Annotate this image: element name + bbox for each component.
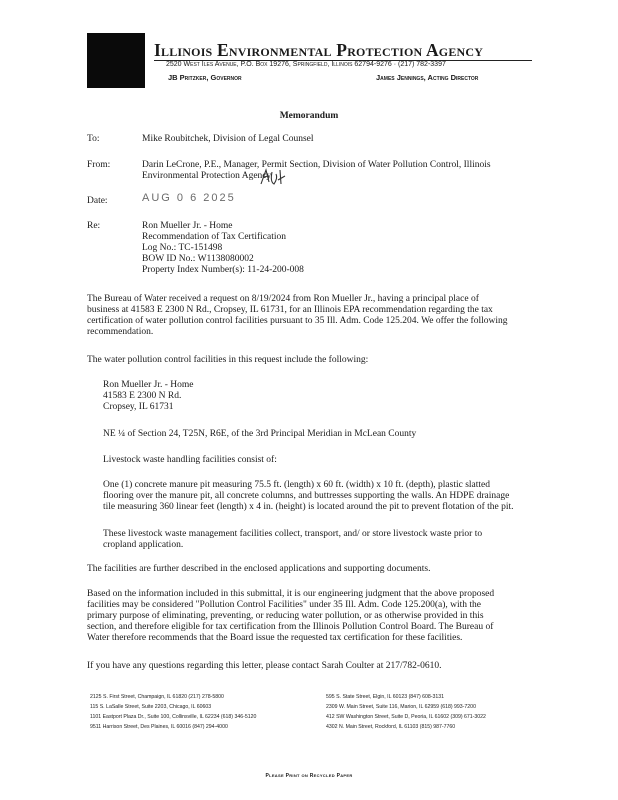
livestock-detail-line: flooring over the manure pit, all concrete columns, and buttresses supporting the walls. An HDPE drainage xyxy=(103,491,510,501)
footer-office: 595 S. State Street, Elgin, IL 60123 (847) 608-3131 xyxy=(326,694,445,700)
footer-office: 4302 N. Main Street, Rockford, IL 61103 (815) 987-7760 xyxy=(326,724,456,730)
body-line: The Bureau of Water received a request on 8/19/2024 from Ron Mueller Jr., having a principal place of xyxy=(87,294,479,304)
footer-office: 2125 S. First Street, Champaign, IL 61820 (217) 278-5800 xyxy=(90,694,224,700)
from-line-1: Darin LeCrone, P.E., Manager, Permit Section, Division of Water Pollution Control, Illinois xyxy=(142,160,491,170)
footer-office: 1101 Eastport Plaza Dr., Suite 100, Collinsville, IL 62234 (618) 346-5120 xyxy=(90,714,257,720)
body-line: The water pollution control facilities in this request include the following: xyxy=(87,355,369,365)
footer-office: 9511 Harrison Street, Des Plaines, IL 60016 (847) 294-4000 xyxy=(90,724,228,730)
livestock-detail-line: tile measuring 360 linear feet (length) x 4 in. (height) is located around the pit to prevent flotation of the pit. xyxy=(103,502,514,512)
body-line: primary purpose of eliminating, preventing, or reducing water pollution, or as otherwise provided in this xyxy=(87,611,484,621)
agency-address: 2520 West Iles Avenue, P.O. Box 19276, Springfield, Illinois 62794-9276 · (217) 782-3397 xyxy=(166,61,446,68)
body-line: Based on the information included in this submittal, it is our engineering judgment that the above proposed xyxy=(87,589,495,599)
from-label: From: xyxy=(87,160,111,170)
re-line: BOW ID No.: W1138080002 xyxy=(142,254,254,264)
body-line: The facilities are further described in the enclosed applications and supporting documents. xyxy=(87,564,431,574)
governor-name: JB Pritzker, Governor xyxy=(168,73,242,82)
livestock-heading: Livestock waste handling facilities consist of: xyxy=(103,455,277,465)
body-line: Water therefore recommends that the Board issue the requested tax certification for these facilities. xyxy=(87,633,463,643)
contact-line: If you have any questions regarding this letter, please contact Sarah Coulter at 217/782-0610. xyxy=(87,661,442,671)
facility-address-line: Cropsey, IL 61731 xyxy=(103,402,174,412)
signature-initials xyxy=(258,166,288,190)
director-name: James Jennings, Acting Director xyxy=(376,73,479,82)
livestock-purpose-line: These livestock waste management facilities collect, transport, and/ or store livestock waste prior to xyxy=(103,529,483,539)
re-line: Ron Mueller Jr. - Home xyxy=(142,221,233,231)
to-label: To: xyxy=(87,134,100,144)
memo-title: Memorandum xyxy=(279,111,339,121)
from-line-2: Environmental Protection Agency xyxy=(142,171,272,181)
body-line: facilities may be considered "Pollution Control Facilities" under 35 Ill. Adm. Code 125.200(a), with the xyxy=(87,600,482,610)
facility-address-line: Ron Mueller Jr. - Home xyxy=(103,380,194,390)
date-label: Date: xyxy=(87,196,108,206)
agency-logo xyxy=(87,33,145,88)
re-line: Log No.: TC-151498 xyxy=(142,243,223,253)
body-line: certification of water pollution control facilities pursuant to 35 Ill. Adm. Code 125.204. We offer the following xyxy=(87,316,508,326)
body-line: section, and therefore eligible for tax certification from the Illinois Pollution Control Board. The Bureau of xyxy=(87,622,494,632)
date-stamp: AUG 0 6 2025 xyxy=(142,192,236,204)
to-value: Mike Roubitchek, Division of Legal Counsel xyxy=(142,134,314,144)
livestock-purpose-line: cropland application. xyxy=(103,540,184,550)
footer-office: 412 SW Washington Street, Suite D, Peoria, IL 61602 (309) 671-3022 xyxy=(326,714,486,720)
recycled-paper-note: Please Print on Recycled Paper xyxy=(265,773,353,779)
re-label: Re: xyxy=(87,221,101,231)
re-line: Recommendation of Tax Certification xyxy=(142,232,286,242)
body-line: recommendation. xyxy=(87,327,154,337)
legal-location: NE ¼ of Section 24, T25N, R6E, of the 3rd Principal Meridian in McLean County xyxy=(103,429,417,439)
facility-address-line: 41583 E 2300 N Rd. xyxy=(103,391,182,401)
agency-name: Illinois Environmental Protection Agency xyxy=(154,40,484,60)
livestock-detail-line: One (1) concrete manure pit measuring 75.5 ft. (length) x 60 ft. (width) x 10 ft. (depth), plastic slatted xyxy=(103,480,491,490)
footer-office: 115 S. LaSalle Street, Suite 2203, Chicago, IL 60603 xyxy=(90,704,212,710)
footer-office: 2309 W. Main Street, Suite 116, Marion, IL 62959 (618) 993-7200 xyxy=(326,704,476,710)
body-line: business at 41583 E 2300 N Rd., Cropsey, IL 61731, for an Illinois EPA recommendation regarding the tax xyxy=(87,305,493,315)
re-line: Property Index Number(s): 11-24-200-008 xyxy=(142,265,304,275)
